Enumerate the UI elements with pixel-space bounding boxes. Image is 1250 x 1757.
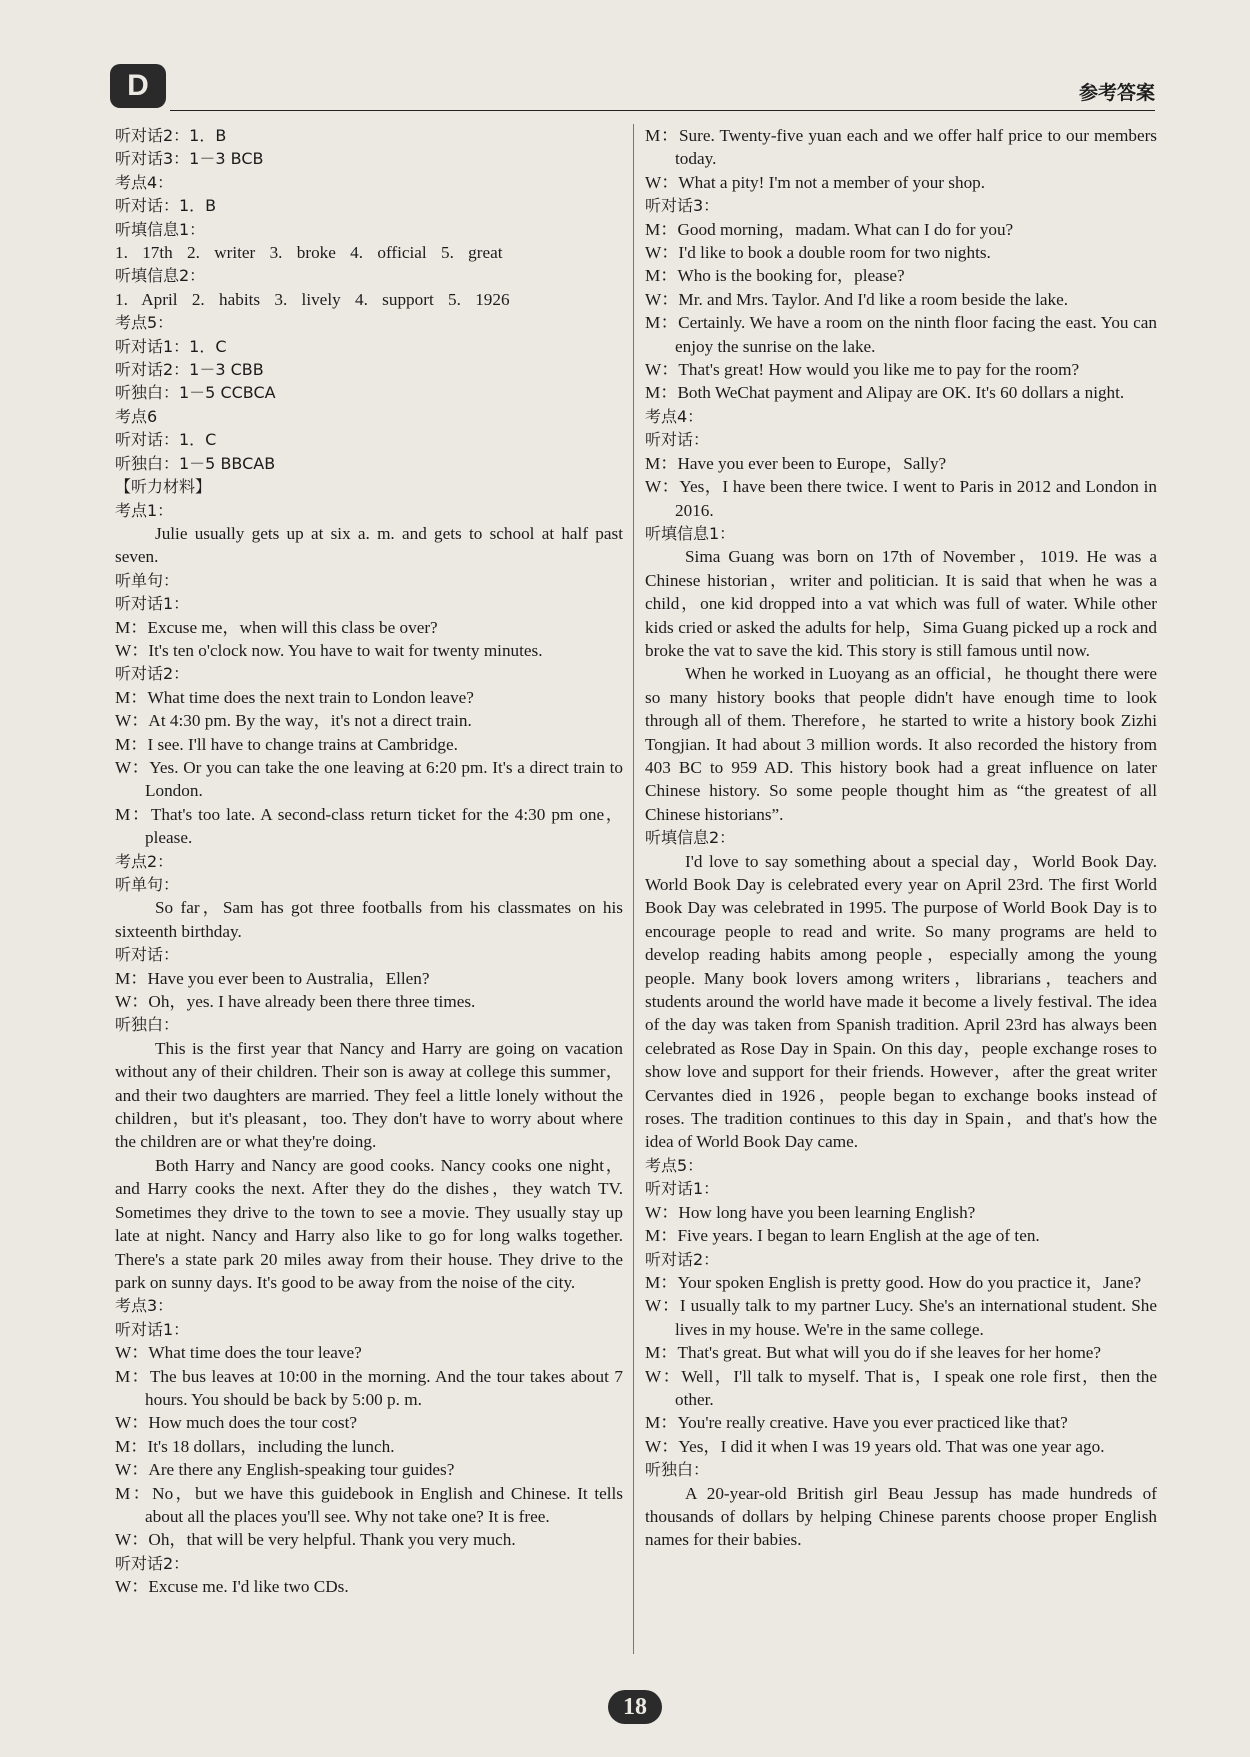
section-heading: 考点5：	[115, 313, 174, 333]
section-heading: 听对话3：1－3 BCB	[115, 149, 264, 169]
page-number: 18	[608, 1690, 662, 1724]
dialogue-line: W：How long have you been learning English?	[645, 1202, 976, 1222]
section-heading: 考点4：	[115, 172, 174, 192]
answer-line: 1. April 2. habits 3. lively 4. support 5. 1926	[115, 289, 510, 309]
dialogue-line: M：It's 18 dollars，including the lunch.	[115, 1436, 395, 1456]
dialogue-line: M：Five years. I began to learn English at the age of ten.	[645, 1226, 1040, 1246]
dialogue-line: W：Well，I'll talk to myself. That is，I speak one role first，then the other.	[645, 1366, 1157, 1409]
dialogue-line: W：That's great! How would you like me to pay for the room?	[645, 360, 1080, 380]
paragraph: Julie usually gets up at six a. m. and gets to school at half past seven.	[115, 523, 623, 567]
dialogue-line: M：I see. I'll have to change trains at Cambridge.	[115, 734, 458, 754]
publisher-logo: D	[110, 64, 166, 108]
section-heading: 听单句：	[115, 875, 180, 894]
dialogue-line: W：It's ten o'clock now. You have to wait for twenty minutes.	[115, 640, 543, 660]
dialogue-line: W：I usually talk to my partner Lucy. She's an international student. She lives in my house. We're in the same college.	[645, 1296, 1157, 1339]
section-heading: 考点1：	[115, 500, 174, 520]
section-heading: 听对话1：	[115, 594, 190, 614]
answer-line: 1. 17th 2. writer 3. broke 4. official 5. great	[115, 243, 503, 263]
dialogue-line: M：No，but we have this guidebook in English and Chinese. It tells about all the places you'll see. Why not take one? It is free.	[115, 1483, 623, 1526]
right-column	[645, 124, 1157, 1552]
section-heading: 听对话2：	[645, 1249, 720, 1269]
section-heading: 听单句：	[115, 570, 180, 590]
section-heading: 听填信息2：	[115, 266, 206, 286]
section-heading: 听独白：1－5 BBCAB	[115, 453, 276, 473]
section-heading: 听填信息1：	[115, 219, 206, 239]
paragraph: A 20-year-old British girl Beau Jessup has made hundreds of thousands of dollars by helping Chinese parents choose proper English names for their babies.	[645, 1483, 1157, 1550]
dialogue-line: M：Good morning，madam. What can I do for you?	[645, 219, 1014, 239]
header-rule	[170, 110, 1155, 111]
section-heading: 【听力材料】	[115, 477, 212, 497]
dialogue-line: M：You're really creative. Have you ever practiced like that?	[645, 1413, 1068, 1433]
left-column	[115, 124, 623, 1599]
dialogue-line: W：What a pity! I'm not a member of your shop.	[645, 172, 986, 192]
paragraph: Sima Guang was born on 17th of November，1019. He was a Chinese historian，writer and politician. It is said that when he was a child，one kid dropped into a vat which was full of water. While other kids cried or asked the adults for help，Sima Guang picked up a rock and broke the vat to save the kid. This story is still famous until now.	[645, 547, 1157, 660]
paragraph: When he worked in Luoyang as an official，he thought there were so many history books that people didn't have enough time to look through all of them. Therefore，he started to write a history book Zizhi Tongjian. It had about 3 million words. It also recorded the history from 403 BC to 959 AD. This history book had a great influence on later Chinese history. So some people thought him as “the greatest of all Chinese historians”.	[645, 664, 1157, 824]
column-divider	[633, 124, 634, 1654]
section-heading: 听对话：1．B	[115, 196, 217, 216]
dialogue-line: M：That's too late. A second-class return ticket for the 4:30 pm one，please.	[115, 804, 623, 848]
paragraph: This is the first year that Nancy and Harry are going on vacation without any of their children. Their son is away at college this summer，and their two daughters are married. They feel a little lonely without the children，but it's pleasant，too. They don't have to worry about where the children are or what they're doing.	[115, 1038, 623, 1152]
dialogue-line: M：Have you ever been to Europe，Sally?	[645, 453, 947, 473]
dialogue-line: M：The bus leaves at 10:00 in the morning. And the tour takes about 7 hours. You should be back by 5:00 p. m.	[115, 1366, 623, 1409]
section-heading: 听填信息2：	[645, 828, 736, 848]
paragraph: Both Harry and Nancy are good cooks. Nancy cooks one night，and Harry cooks the next. After they do the dishes，they watch TV. Sometimes they drive to the town to see a movie. They usually stay up late at night. Nancy and Harry also like to go for long walks together. There's a state park 20 miles away from their house. They drive to the park on sunny days. It's good to be away from the noise of the city.	[115, 1155, 623, 1292]
dialogue-line: W：Excuse me. I'd like two CDs.	[115, 1577, 349, 1597]
section-heading: 听对话2：	[115, 1553, 190, 1573]
dialogue-line: W：I'd like to book a double room for two nights.	[645, 243, 991, 263]
dialogue-line: W：Are there any English-speaking tour guides?	[115, 1460, 455, 1480]
section-heading: 听对话2：1．B	[115, 126, 227, 145]
dialogue-line: W：How much does the tour cost?	[115, 1413, 358, 1433]
dialogue-line: W：Yes，I have been there twice. I went to Paris in 2012 and London in 2016.	[645, 477, 1157, 520]
section-heading: 听对话1：	[645, 1179, 720, 1199]
section-heading: 考点3：	[115, 1296, 174, 1316]
dialogue-line: M：Certainly. We have a room on the ninth floor facing the east. You can enjoy the sunrise on the lake.	[645, 313, 1157, 356]
dialogue-line: W：Oh，yes. I have already been there three times.	[115, 992, 476, 1012]
dialogue-line: W：Mr. and Mrs. Taylor. And I'd like a room beside the lake.	[645, 289, 1069, 309]
dialogue-line: M：Both WeChat payment and Alipay are OK. It's 60 dollars a night.	[645, 383, 1125, 403]
dialogue-line: M：Have you ever been to Australia，Ellen?	[115, 968, 430, 988]
section-heading: 听独白：	[115, 1015, 180, 1035]
section-heading: 听对话：	[645, 430, 710, 450]
header-title: 参考答案	[1078, 82, 1155, 104]
section-heading: 听对话2：1－3 CBB	[115, 360, 264, 380]
section-heading: 听对话1：	[115, 1319, 190, 1339]
paragraph: I'd love to say something about a special day，World Book Day. World Book Day is celebrated every year on April 23rd. The first World Book Day was celebrated in 1995. The purpose of World Book Day is to encourage people to read and write. So many programs are held to develop reading habits among people，especially among the young people. Many book lovers among writers，librarians，teachers and students around the world have made it become a lively festival. The idea of the day was taken from Spanish tradition. April 23rd has always been celebrated as Rose Day in Spain. On this day，people exchange roses to show love and support for their friends. However，after the great writer Cervantes died in 1926，people began to exchange books instead of roses. The tradition continues to this day in Spain，and that's how the idea of World Book Day came.	[645, 851, 1157, 1152]
section-heading: 听对话1：1．C	[115, 336, 227, 356]
dialogue-line: W：Oh，that will be very helpful. Thank you very much.	[115, 1530, 516, 1550]
dialogue-line: W：At 4:30 pm. By the way，it's not a direct train.	[115, 711, 472, 731]
section-heading: 考点2：	[115, 851, 174, 871]
section-heading: 考点6	[115, 406, 158, 426]
dialogue-line: M：Excuse me，when will this class be over?	[115, 617, 438, 637]
dialogue-line: W：What time does the tour leave?	[115, 1343, 362, 1363]
section-heading: 考点4：	[645, 406, 704, 426]
section-heading: 听独白：	[645, 1460, 710, 1480]
paragraph: So far，Sam has got three footballs from his classmates on his sixteenth birthday.	[115, 898, 623, 941]
dialogue-line: M：What time does the next train to London leave?	[115, 687, 474, 707]
section-heading: 听对话2：	[115, 664, 190, 684]
section-heading: 听对话：	[115, 945, 180, 965]
dialogue-line: M：Who is the booking for，please?	[645, 266, 905, 286]
section-heading: 考点5：	[645, 1155, 704, 1175]
section-heading: 听独白：1－5 CCBCA	[115, 383, 276, 403]
section-heading: 听对话3：	[645, 196, 720, 216]
dialogue-line: W：Yes. Or you can take the one leaving at 6:20 pm. It's a direct train to London.	[115, 757, 623, 801]
dialogue-line: M：Sure. Twenty-five yuan each and we offer half price to our members today.	[645, 126, 1157, 169]
dialogue-line: M：Your spoken English is pretty good. How do you practice it，Jane?	[645, 1272, 1142, 1292]
page-header	[110, 60, 1155, 120]
section-heading: 听对话：1．C	[115, 430, 217, 450]
dialogue-line: W：Yes，I did it when I was 19 years old. That was one year ago.	[645, 1436, 1105, 1456]
section-heading: 听填信息1：	[645, 523, 736, 543]
dialogue-line: M：That's great. But what will you do if she leaves for her home?	[645, 1343, 1102, 1363]
